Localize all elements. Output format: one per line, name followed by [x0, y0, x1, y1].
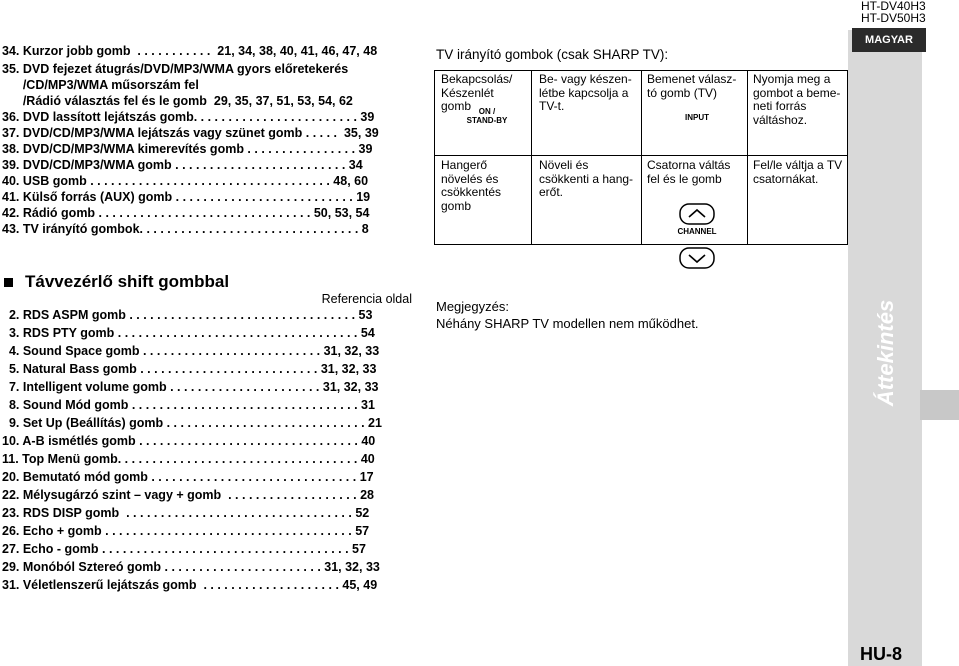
on-standby-label: ON / STAND-BY — [466, 107, 508, 125]
list-item: 9. Set Up (Beállítás) gomb . . . . . . . . . . . . . . . . . . . . . . . . . . . . . 21 — [2, 416, 382, 430]
cell-volume-desc: Növeli és csökkenti a hang- erőt. — [539, 158, 634, 199]
cell-channel-name: Csatorna váltás fel és le gomb — [647, 158, 731, 186]
list-item: 37. DVD/CD/MP3/WMA lejátszás vagy szünet gomb . . . . . 35, 39 — [2, 126, 379, 140]
list-item: 4. Sound Space gomb . . . . . . . . . . . . . . . . . . . . . . . . . . 31, 32, 33 — [2, 344, 380, 358]
list-item: 39. DVD/CD/MP3/WMA gomb . . . . . . . . . . . . . . . . . . . . . . . . . 34 — [2, 158, 363, 172]
list-item: 40. USB gomb . . . . . . . . . . . . . . . . . . . . . . . . . . . . . . . . . . . 48, 60 — [2, 174, 369, 188]
cell-input-desc: Nyomja meg a gombot a beme- neti forrás váltáshoz. — [753, 72, 841, 127]
list-item: 26. Echo + gomb . . . . . . . . . . . . . . . . . . . . . . . . . . . . . . . . . . . . 57 — [2, 524, 370, 538]
list-item: 35. DVD fejezet átugrás/DVD/MP3/WMA gyors előretekerés — [2, 62, 349, 76]
note-label: Megjegyzés: — [436, 299, 509, 314]
cell-on-standby-name: Bekapcsolás/ Készenlét gomb — [441, 72, 513, 113]
page-number-text: HU-8 — [860, 644, 903, 664]
divider — [747, 71, 748, 244]
list-item: 3. RDS PTY gomb . . . . . . . . . . . . . . . . . . . . . . . . . . . . . . . . . . . 54 — [2, 326, 375, 340]
list-item: 42. Rádió gomb . . . . . . . . . . . . . . . . . . . . . . . . . . . . . . . 50, 53, 54 — [2, 206, 370, 220]
reference-header: Referencia oldal — [321, 292, 412, 306]
cell-on-standby-desc: Be- vagy készen- létbe kapcsolja a TV-t. — [539, 72, 632, 113]
shift-section-heading — [4, 272, 229, 292]
tv-control-table — [434, 70, 848, 245]
cell-input-name: Bemenet válasz- tó gomb (TV) — [647, 72, 737, 100]
on-standby-button-graphic — [459, 107, 515, 125]
list-item: 11. Top Menü gomb. . . . . . . . . . . . . . . . . . . . . . . . . . . . . . . . . . . 40 — [2, 452, 375, 466]
list-item: 27. Echo - gomb . . . . . . . . . . . . . . . . . . . . . . . . . . . . . . . . . . . . 57 — [2, 542, 366, 556]
tv-section-title: TV irányító gombok (csak SHARP TV): — [436, 47, 669, 62]
model-name-2: HT-DV50H3 — [861, 11, 926, 25]
list-item: /CD/MP3/WMA műsorszám fel — [2, 78, 199, 92]
page-number — [860, 644, 902, 665]
list-item: 23. RDS DISP gomb . . . . . . . . . . . . . . . . . . . . . . . . . . . . . . . . . 52 — [2, 506, 370, 520]
list-item: 10. A-B ismétlés gomb . . . . . . . . . . . . . . . . . . . . . . . . . . . . . . . . 40 — [2, 434, 376, 448]
bullet-square-icon — [4, 278, 13, 287]
input-label: INPUT — [685, 113, 709, 122]
language-badge-label: MAGYAR — [865, 34, 913, 46]
list-item: 34. Kurzor jobb gomb . . . . . . . . . . . 21, 34, 38, 40, 41, 46, 47, 48 — [2, 44, 378, 58]
list-item: 41. Külső forrás (AUX) gomb . . . . . . . . . . . . . . . . . . . . . . . . . . 19 — [2, 190, 371, 204]
section-title-text: Áttekintés — [873, 299, 899, 407]
list-item: 36. DVD lassított lejátszás gomb. . . . . . . . . . . . . . . . . . . . . . . . 39 — [2, 110, 375, 124]
list-item: 22. Mélysugárzó szint – vagy + gomb . . . . . . . . . . . . . . . . . . . 28 — [2, 488, 374, 502]
list-item: 5. Natural Bass gomb . . . . . . . . . . . . . . . . . . . . . . . . . . 31, 32, 33 — [2, 362, 377, 376]
sidebar-marker — [920, 390, 959, 420]
list-item: 38. DVD/CD/MP3/WMA kimerevítés gomb . . . . . . . . . . . . . . . . 39 — [2, 142, 373, 156]
cell-volume-name: Hangerő növelés és csökkentés gomb — [441, 158, 502, 213]
language-badge — [852, 28, 926, 52]
divider — [435, 155, 847, 156]
channel-button-graphic — [669, 203, 725, 238]
list-item: 8. Sound Mód gomb . . . . . . . . . . . . . . . . . . . . . . . . . . . . . . . . . 31 — [2, 398, 375, 412]
input-button-graphic — [671, 113, 723, 122]
divider — [531, 71, 532, 244]
channel-down-icon — [679, 247, 715, 269]
list-item: /Rádió választás fel és le gomb 29, 35, 37, 51, 53, 54, 62 — [2, 94, 353, 108]
cell-channel-desc: Fel/le váltja a TV csatornákat. — [753, 158, 843, 186]
model-name-1: HT-DV40H3 — [861, 0, 926, 13]
list-item: 43. TV irányító gombok. . . . . . . . . . . . . . . . . . . . . . . . . . . . . . . . 8 — [2, 222, 369, 236]
channel-up-icon — [679, 203, 715, 225]
channel-label: CHANNEL — [677, 227, 717, 236]
shift-section-title: Távvezérlő shift gombbal — [25, 272, 230, 291]
list-item: 31. Véletlenszerű lejátszás gomb . . . . . . . . . . . . . . . . . . . . 45, 49 — [2, 578, 378, 592]
list-item: 7. Intelligent volume gomb . . . . . . . . . . . . . . . . . . . . . . 31, 32, 33 — [2, 380, 379, 394]
divider — [641, 71, 642, 244]
model-names — [861, 0, 959, 24]
list-item: 2. RDS ASPM gomb . . . . . . . . . . . . . . . . . . . . . . . . . . . . . . . . . 53 — [2, 308, 373, 322]
list-item: 29. Monóból Sztereó gomb . . . . . . . . . . . . . . . . . . . . . . . 31, 32, 33 — [2, 560, 380, 574]
section-title-vertical — [846, 283, 926, 423]
note-text: Néhány SHARP TV modellen nem működhet. — [436, 316, 699, 331]
list-item: 20. Bemutató mód gomb . . . . . . . . . . . . . . . . . . . . . . . . . . . . . . 17 — [2, 470, 374, 484]
